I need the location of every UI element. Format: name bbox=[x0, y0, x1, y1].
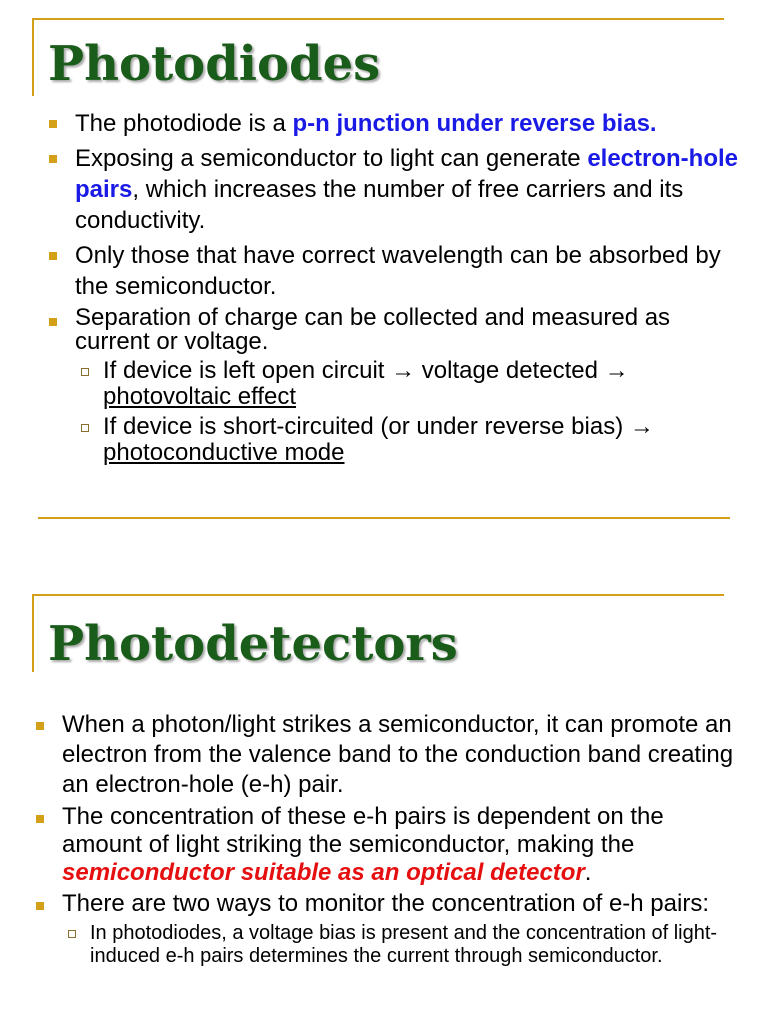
bullet-text: . bbox=[584, 859, 592, 886]
bullet-text: When a photon/light strikes a semiconductor, it can promote an electron from the valence band to the conduction band creating an electron-hole (e-h) pair. bbox=[62, 711, 734, 798]
list-item bbox=[75, 143, 745, 236]
bullet-text: Exposing a semiconductor to light can generate bbox=[75, 145, 588, 172]
highlight-text: electron-hole pairs bbox=[75, 145, 739, 203]
slide-frame-top bbox=[32, 18, 724, 20]
sub-list-item bbox=[90, 922, 742, 968]
list-item bbox=[62, 710, 742, 800]
list-item bbox=[75, 240, 745, 302]
hollow-square-bullet-icon bbox=[81, 424, 89, 432]
square-bullet-icon bbox=[49, 318, 57, 326]
highlight-text: semiconductor suitable as an optical detector bbox=[62, 859, 585, 886]
slide-frame-bottom bbox=[38, 517, 730, 519]
slide-frame-top bbox=[32, 594, 724, 596]
bullet-text: Only those that have correct wavelength can be absorbed by the semiconductor. bbox=[75, 242, 721, 300]
sub-bullet-list bbox=[103, 358, 745, 466]
sub-bullet-list bbox=[90, 922, 742, 968]
bullet-text: , which increases the number of free carriers and its conductivity. bbox=[75, 176, 684, 234]
square-bullet-icon bbox=[49, 120, 57, 128]
highlight-text: p-n junction under reverse bias. bbox=[292, 110, 657, 137]
underlined-term: photovoltaic effect bbox=[103, 383, 297, 410]
bullet-text: Separation of charge can be collected and measured as current or voltage. bbox=[75, 304, 671, 355]
sub-list-item bbox=[103, 358, 745, 410]
hollow-square-bullet-icon bbox=[81, 368, 89, 376]
underlined-term: photoconductive mode bbox=[103, 439, 345, 466]
bullet-text: If device is short-circuited (or under reverse bias) → bbox=[103, 413, 654, 440]
square-bullet-icon bbox=[36, 722, 44, 730]
square-bullet-icon bbox=[49, 155, 57, 163]
list-item bbox=[75, 108, 745, 139]
slide-title: Photodiodes bbox=[48, 36, 381, 92]
list-item bbox=[62, 890, 742, 968]
bullet-text: There are two ways to monitor the concentration of e-h pairs: bbox=[62, 890, 709, 917]
list-item bbox=[75, 306, 745, 466]
bullet-text: The photodiode is a bbox=[75, 110, 293, 137]
square-bullet-icon bbox=[49, 252, 57, 260]
square-bullet-icon bbox=[36, 815, 44, 823]
bullet-text: In photodiodes, a voltage bias is present and the concentration of light-induced e-h pairs determines the current through semiconductor. bbox=[90, 922, 718, 967]
list-item bbox=[62, 803, 742, 887]
slide-frame-left bbox=[32, 18, 34, 96]
slide-title: Photodetectors bbox=[48, 616, 458, 672]
bullet-text: The concentration of these e-h pairs is dependent on the amount of light striking the semiconductor, making the bbox=[62, 803, 664, 858]
hollow-square-bullet-icon bbox=[68, 930, 76, 938]
sub-list-item bbox=[103, 414, 745, 466]
slide-photodetectors bbox=[0, 580, 768, 1024]
slide-frame-left bbox=[32, 594, 34, 672]
bullet-text: If device is left open circuit → voltage detected → bbox=[103, 357, 629, 384]
square-bullet-icon bbox=[36, 902, 44, 910]
bullet-list bbox=[75, 108, 745, 470]
bullet-list bbox=[62, 710, 742, 971]
